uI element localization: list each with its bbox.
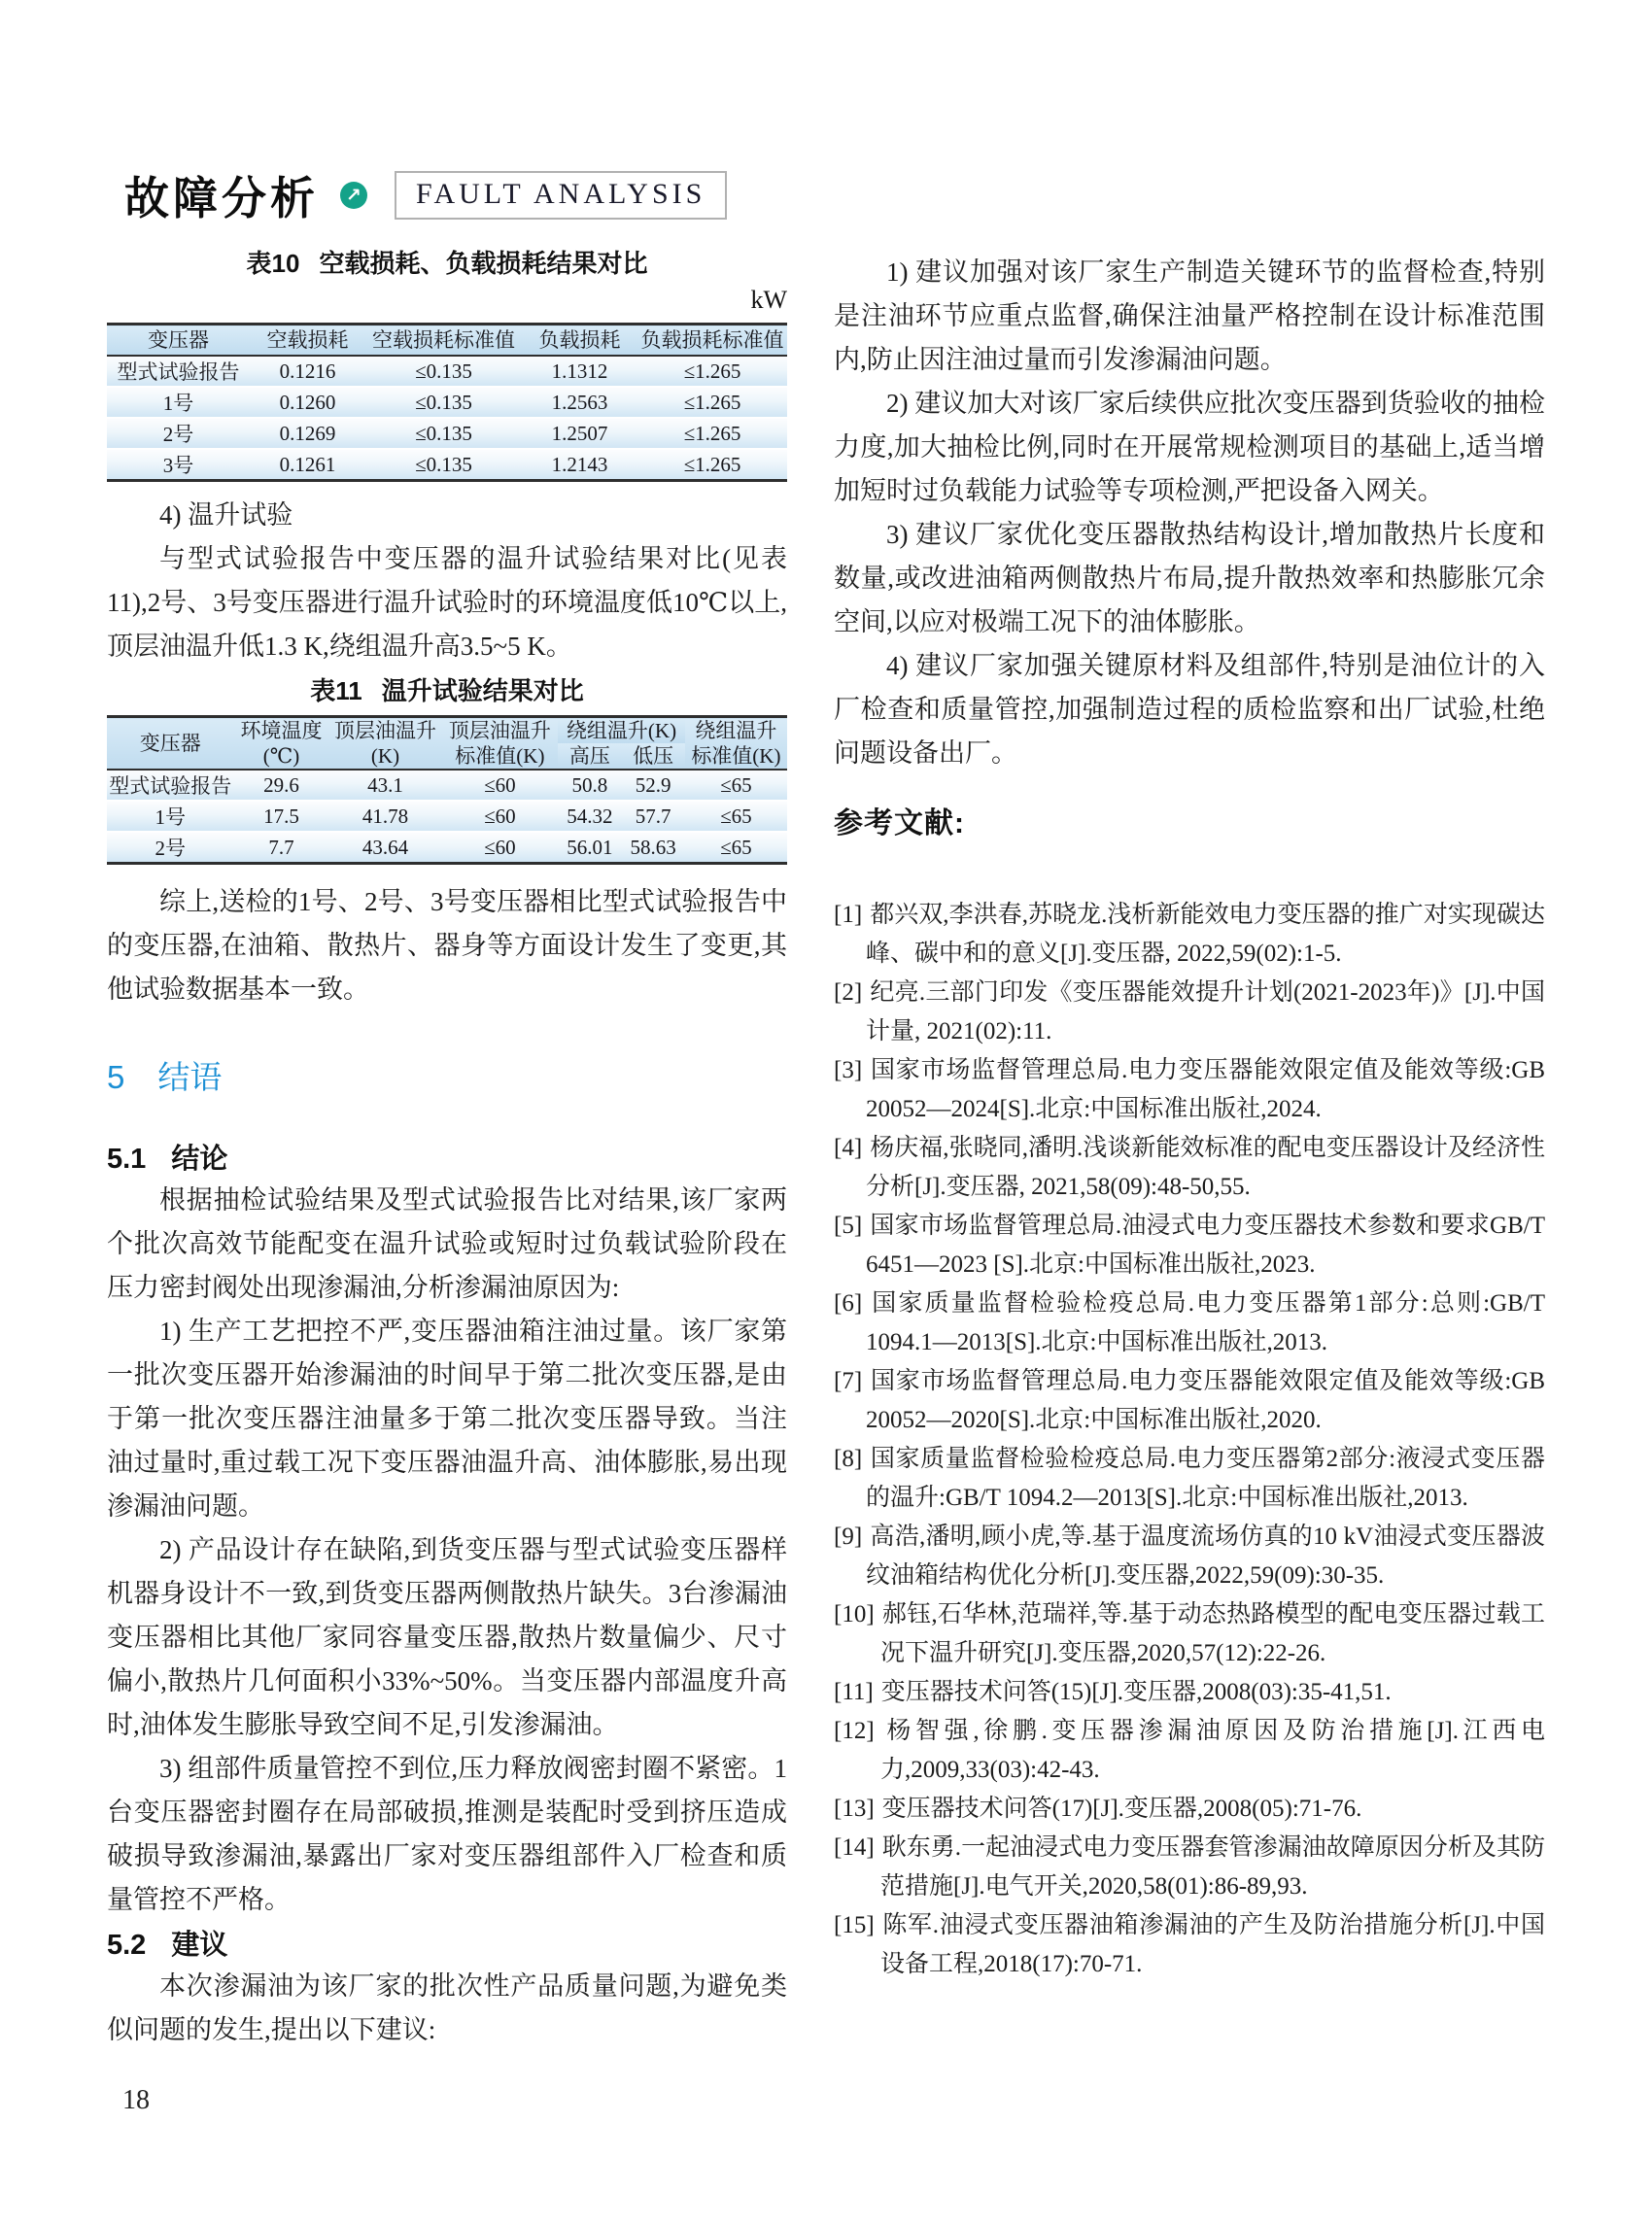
table-row [107,770,787,801]
table-cell: 型式试验报告 [107,770,234,801]
header-line: 标准值(K) [691,744,781,768]
table-row [107,387,787,418]
table-cell: ≤60 [484,835,516,859]
table-cell: ≤65 [685,770,787,801]
table-cell: 7.7 [268,835,294,859]
header-line: 顶层油温升 [334,719,436,742]
paragraph-summary: 综上,送检的1号、2号、3号变压器相比型式试验报告中的变压器,在油箱、散热片、器身等方面设计发生了变更,其他试验数据基本一致。 [107,887,787,1004]
right-column [834,251,1545,1984]
table11-temp-rise [107,715,787,865]
reference-label: [12] [834,1718,875,1744]
reference-item [834,1362,1545,1440]
reference-label: [2] [834,979,863,1006]
arrow-up-right-icon: ↗ [340,182,367,209]
reference-item [834,1673,1545,1712]
reference-text: 杨庆福,张晓同,潘明.浅谈新能效标准的配电变压器设计及经济性分析[J].变压器, 2021,58(09):48-50,55. [866,1135,1545,1200]
paragraph-suggestion-4: 4) 建议厂家加强关键原材料及组部件,特别是油位计的入厂检查和质量管控,加强制造过程的质检监察和出厂试验,杜绝问题设备出厂。 [834,651,1545,768]
table-cell: 2号 [155,837,187,860]
table-cell: ≤1.265 [637,418,787,449]
table-cell: 0.1269 [250,418,365,449]
section-number: 5 [107,1059,125,1095]
reference-item [834,1829,1545,1906]
subsection-heading-5-1 [107,1140,787,1179]
paragraph-suggestion-3: 3) 建议厂家优化变压器散热结构设计,增加散热片长度和数量,或改进油箱两侧散热片布局,提升散热效率和热膨胀冗余空间,以应对极端工况下的油体膨胀。 [834,520,1545,636]
subsection-number: 5.2 [107,1930,147,1961]
reference-text: 国家市场监督管理总局.电力变压器能效限定值及能效等级:GB 20052—2020[S].北京:中国标准出版社,2020. [866,1368,1545,1433]
table11-caption-label: 表11 [310,676,362,705]
subsection-heading-5-2 [107,1926,787,1965]
reference-item [834,1284,1545,1362]
reference-item [834,1790,1545,1829]
reference-label: [14] [834,1834,875,1861]
reference-label: [5] [834,1213,863,1239]
paragraph-reason-2: 2) 产品设计存在缺陷,到货变压器与型式试验变压器样机器身设计不一致,到货变压器两侧散热片缺失。3台渗漏油变压器相比其他厂家同容量变压器,散热片数量偏少、尺寸偏小,散热片几何面积小33%~50%。当变压器内部温度升高时,油体发生膨胀导致空间不足,引发渗漏油。 [107,1535,787,1739]
reference-item [834,974,1545,1051]
header-line: 环境温度 [240,719,323,742]
paragraph-item4: 4) 温升试验 [159,500,293,530]
paragraph-suggestion-1: 1) 建议加强对该厂家生产制造关键环节的监督检查,特别是注油环节应重点监督,确保注油量严格控制在设计标准范围内,防止因注油过量而引发渗漏油问题。 [834,257,1545,374]
table-cell: 0.1260 [250,387,365,418]
table-cell: 0.1261 [279,452,336,476]
table-cell: 57.7 [622,801,685,832]
header-line: (℃) [262,744,300,768]
table10-caption-text: 空载损耗、负载损耗结果对比 [319,249,648,278]
left-column [107,247,787,2052]
table-cell: 43.1 [328,770,441,801]
table-cell: 50.8 [558,770,621,801]
reference-label: [15] [834,1912,875,1938]
table-header-cell: 空载损耗 [250,325,365,357]
reference-label: [9] [834,1524,863,1550]
table-cell: 1.2563 [522,387,637,418]
table-header-cell: 低压 [622,743,685,770]
reference-item [834,1906,1545,1984]
reference-item [834,896,1545,974]
table-cell: 43.64 [361,835,409,859]
table-cell: 3号 [162,454,194,477]
table-cell: 型式试验报告 [107,356,250,387]
header-line: 绕组温升 [695,719,777,742]
paragraph-suggestion-2: 2) 建议加大对该厂家后续供应批次变压器到货验收的抽检力度,加大抽检比例,同时在开展常规检测项目的基础上,适当增加短时过负载能力试验等专项检测,严把设备入网关。 [834,389,1545,505]
paragraph-suggest-intro: 本次渗漏油为该厂家的批次性产品质量问题,为避免类似问题的发生,提出以下建议: [107,1971,787,2044]
subsection-number: 5.1 [107,1144,147,1175]
table10-header-row [107,325,787,357]
references-list [834,896,1545,1984]
reference-text: 国家市场监督管理总局.电力变压器能效限定值及能效等级:GB 20052—2024[S].北京:中国标准出版社,2024. [866,1057,1545,1122]
table10-unit-label: kW [750,286,787,314]
reference-label: [8] [834,1446,863,1472]
table-cell: ≤60 [442,770,559,801]
table-cell: ≤0.135 [365,387,522,418]
table11-caption-text: 温升试验结果对比 [381,676,584,705]
section-title-cn: 故障分析 [124,173,319,223]
table-header-cell: 变压器 [107,325,250,357]
reference-text: 变压器技术问答(15)[J].变压器,2008(03):35-41,51. [880,1679,1392,1705]
table-cell: 0.1216 [250,356,365,387]
table10-caption [107,247,787,280]
table-cell: ≤0.135 [365,356,522,387]
reference-label: [11] [834,1679,874,1705]
header-line: (K) [370,744,400,768]
table11-header-row-1 [107,717,787,744]
reference-label: [4] [834,1135,863,1161]
reference-text: 国家市场监督管理总局.油浸式电力变压器技术参数和要求GB/T 6451—2023 [S].北京:中国标准出版社,2023. [866,1213,1545,1278]
reference-text: 国家质量监督检验检疫总局.电力变压器第1部分:总则:GB/T 1094.1—2013[S].北京:中国标准出版社,2013. [866,1290,1545,1355]
table-cell: 1号 [107,387,250,418]
table-cell: ≤1.265 [637,356,787,387]
reference-item [834,1595,1545,1673]
table-header-cell: 高压 [558,743,621,770]
header-line: 标准值(K) [455,744,545,768]
reference-label: [6] [834,1290,863,1317]
table-cell: 1.2507 [522,418,637,449]
table-cell: 56.01 [567,835,613,859]
table-header-cell: 变压器 [107,717,234,771]
reference-item [834,1051,1545,1129]
table-cell: ≤1.265 [683,452,741,476]
table-row [107,449,787,481]
section-heading-5 [107,1058,787,1097]
page-number: 18 [122,2085,150,2115]
table-cell: 2号 [107,418,250,449]
subsection-title: 结论 [171,1144,228,1175]
reference-text: 杨智强,徐鹏.变压器渗漏油原因及防治措施[J].江西电力,2009,33(03):42-43. [880,1718,1545,1783]
table-row [107,801,787,832]
table-header-cell [685,717,787,771]
header-line: 顶层油温升 [448,719,551,742]
table-row [107,418,787,449]
table-row [107,356,787,387]
reference-label: [1] [834,902,863,928]
paragraph-reason-1: 1) 生产工艺把控不严,变压器油箱注油过量。该厂家第一批次变压器开始渗漏油的时间早于第二批次变压器,是由于第一批次变压器注油量多于第二批次变压器导致。当注油过量时,重过载工况下变压器油温升高、油体膨胀,易出现渗漏油问题。 [107,1317,787,1521]
table-header-cell [442,717,559,771]
reference-item [834,1518,1545,1595]
reference-text: 纪亮.三部门印发《变压器能效提升计划(2021-2023年)》[J].中国计量, 2021(02):11. [866,979,1545,1045]
table-header-group-cell: 绕组温升(K) [558,717,685,744]
table-header-cell: 空载损耗标准值 [365,325,522,357]
table-cell: ≤60 [442,801,559,832]
table-cell: 17.5 [234,801,329,832]
reference-item [834,1712,1545,1790]
table11-caption [107,674,787,707]
table-cell: ≤65 [685,801,787,832]
section-title: 结语 [157,1059,223,1095]
section-title-en: FAULT ANALYSIS [395,171,727,220]
table10-caption-label: 表10 [246,249,300,278]
table-row [107,832,787,864]
table-cell: 58.63 [630,835,676,859]
paragraph-compare: 与型式试验报告中变压器的温升试验结果对比(见表11),2号、3号变压器进行温升试验时的环境温度低10℃以上,顶层油温升低1.3 K,绕组温升高3.5~5 K。 [107,544,787,661]
table-cell: 29.6 [234,770,329,801]
table-header-cell [234,717,329,771]
table-header-cell: 负载损耗标准值 [637,325,787,357]
reference-text: 都兴双,李洪春,苏晓龙.浅析新能效电力变压器的推广对实现碳达峰、碳中和的意义[J].变压器, 2022,59(02):1-5. [866,902,1545,967]
reference-label: [3] [834,1057,863,1083]
page-header [124,163,727,227]
reference-label: [10] [834,1601,875,1627]
references-heading: 参考文献: [834,807,965,839]
table-cell: ≤1.265 [637,387,787,418]
reference-text: 国家质量监督检验检疫总局.电力变压器第2部分:液浸式变压器的温升:GB/T 1094.2—2013[S].北京:中国标准出版社,2013. [866,1446,1545,1511]
reference-text: 陈军.油浸式变压器油箱渗漏油的产生及防治措施分析[J].中国设备工程,2018(17):70-71. [880,1912,1545,1977]
reference-label: [13] [834,1796,875,1822]
reference-text: 郝钰,石华林,范瑞祥,等.基于动态热路模型的配电变压器过载工况下温升研究[J].变压器,2020,57(12):22-26. [880,1601,1545,1666]
table-cell: 1.2143 [551,452,608,476]
table-header-cell: 负载损耗 [522,325,637,357]
table-cell: 1号 [107,801,234,832]
paragraph-reason-3: 3) 组部件质量管控不到位,压力释放阀密封圈不紧密。1台变压器密封圈存在局部破损,推测是装配时受到挤压造成破损导致渗漏油,暴露出厂家对变压器组部件入厂检查和质量管控不严格。 [107,1754,787,1914]
table-cell: ≤65 [720,835,752,859]
table-header-cell [328,717,441,771]
reference-text: 变压器技术问答(17)[J].变压器,2008(05):71-76. [881,1796,1362,1822]
reference-item [834,1207,1545,1284]
table-cell: ≤0.135 [415,452,472,476]
reference-text: 高浩,潘明,顾小虎,等.基于温度流场仿真的10 kV油浸式变压器波纹油箱结构优化分析[J].变压器,2022,59(09):30-35. [866,1524,1545,1589]
table-cell: 1.1312 [522,356,637,387]
reference-item [834,1129,1545,1207]
table10-loss-comparison [107,323,787,482]
table-cell: 41.78 [328,801,441,832]
table-cell: ≤0.135 [365,418,522,449]
paragraph-conclusion-intro: 根据抽检试验结果及型式试验报告比对结果,该厂家两个批次高效节能配变在温升试验或短时过负载试验阶段在压力密封阀处出现渗漏油,分析渗漏油原因为: [107,1185,787,1302]
table-cell: 54.32 [558,801,621,832]
reference-item [834,1440,1545,1518]
reference-label: [7] [834,1368,863,1394]
table-cell: 52.9 [622,770,685,801]
reference-text: 耿东勇.一起油浸式电力变压器套管渗漏油故障原因分析及其防范措施[J].电气开关,2020,58(01):86-89,93. [880,1834,1545,1900]
subsection-title: 建议 [171,1930,228,1961]
